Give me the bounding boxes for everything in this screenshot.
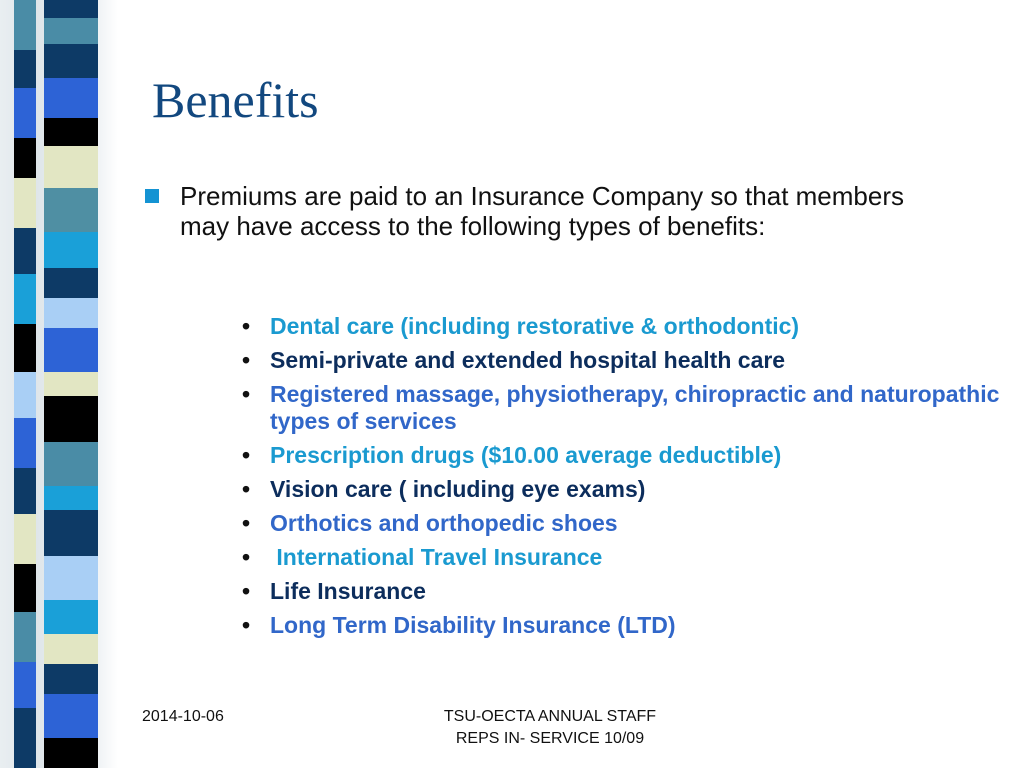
intro-paragraph: Premiums are paid to an Insurance Company so that members may have access to the following types of benefits: (180, 181, 905, 241)
benefit-text: Orthotics and orthopedic shoes (270, 510, 618, 536)
footer-org-line-1: TSU-OECTA ANNUAL STAFF (443, 708, 657, 725)
decorative-stripe-left (14, 0, 36, 768)
bullet-dot-icon: • (242, 476, 251, 502)
benefit-text: Semi-private and extended hospital health care (270, 347, 786, 373)
footer-org-line-2: REPS IN- SERVICE 10/09 (455, 730, 645, 747)
bullet-dot-icon: • (242, 381, 251, 407)
bullet-dot-icon: • (242, 442, 251, 468)
decorative-sidebar (0, 0, 118, 768)
bullet-dot-icon: • (242, 313, 251, 339)
square-bullet-icon (145, 189, 159, 203)
decorative-stripe-right (44, 0, 98, 768)
footer-date: 2014-10-06 (142, 708, 224, 725)
benefit-text: Dental care (including restorative & orthodontic) (270, 313, 800, 339)
list-item (242, 313, 1002, 340)
bullet-dot-icon: • (242, 544, 251, 570)
list-item (242, 476, 1002, 503)
list-item (242, 578, 1002, 605)
list-item (242, 612, 1002, 639)
footer-organization (400, 706, 700, 750)
list-item (242, 347, 1002, 374)
benefit-text: Long Term Disability Insurance (LTD) (270, 612, 676, 638)
benefit-text: Life Insurance (270, 578, 426, 604)
bullet-dot-icon: • (242, 578, 251, 604)
bullet-dot-icon: • (242, 347, 251, 373)
list-item (242, 544, 1002, 571)
list-item (242, 510, 1002, 537)
slide-title: Benefits (152, 72, 319, 128)
benefit-text: International Travel Insurance (270, 544, 603, 570)
list-item (242, 442, 1002, 469)
bullet-dot-icon: • (242, 510, 251, 536)
list-item (242, 381, 1002, 435)
benefit-text: Vision care ( including eye exams) (270, 476, 646, 502)
benefits-list (242, 313, 1002, 646)
benefit-text: Prescription drugs ($10.00 average deductible) (270, 442, 782, 468)
benefit-text: Registered massage, physiotherapy, chiropractic and naturopathic types of services (270, 381, 1000, 434)
bullet-dot-icon: • (242, 612, 251, 638)
